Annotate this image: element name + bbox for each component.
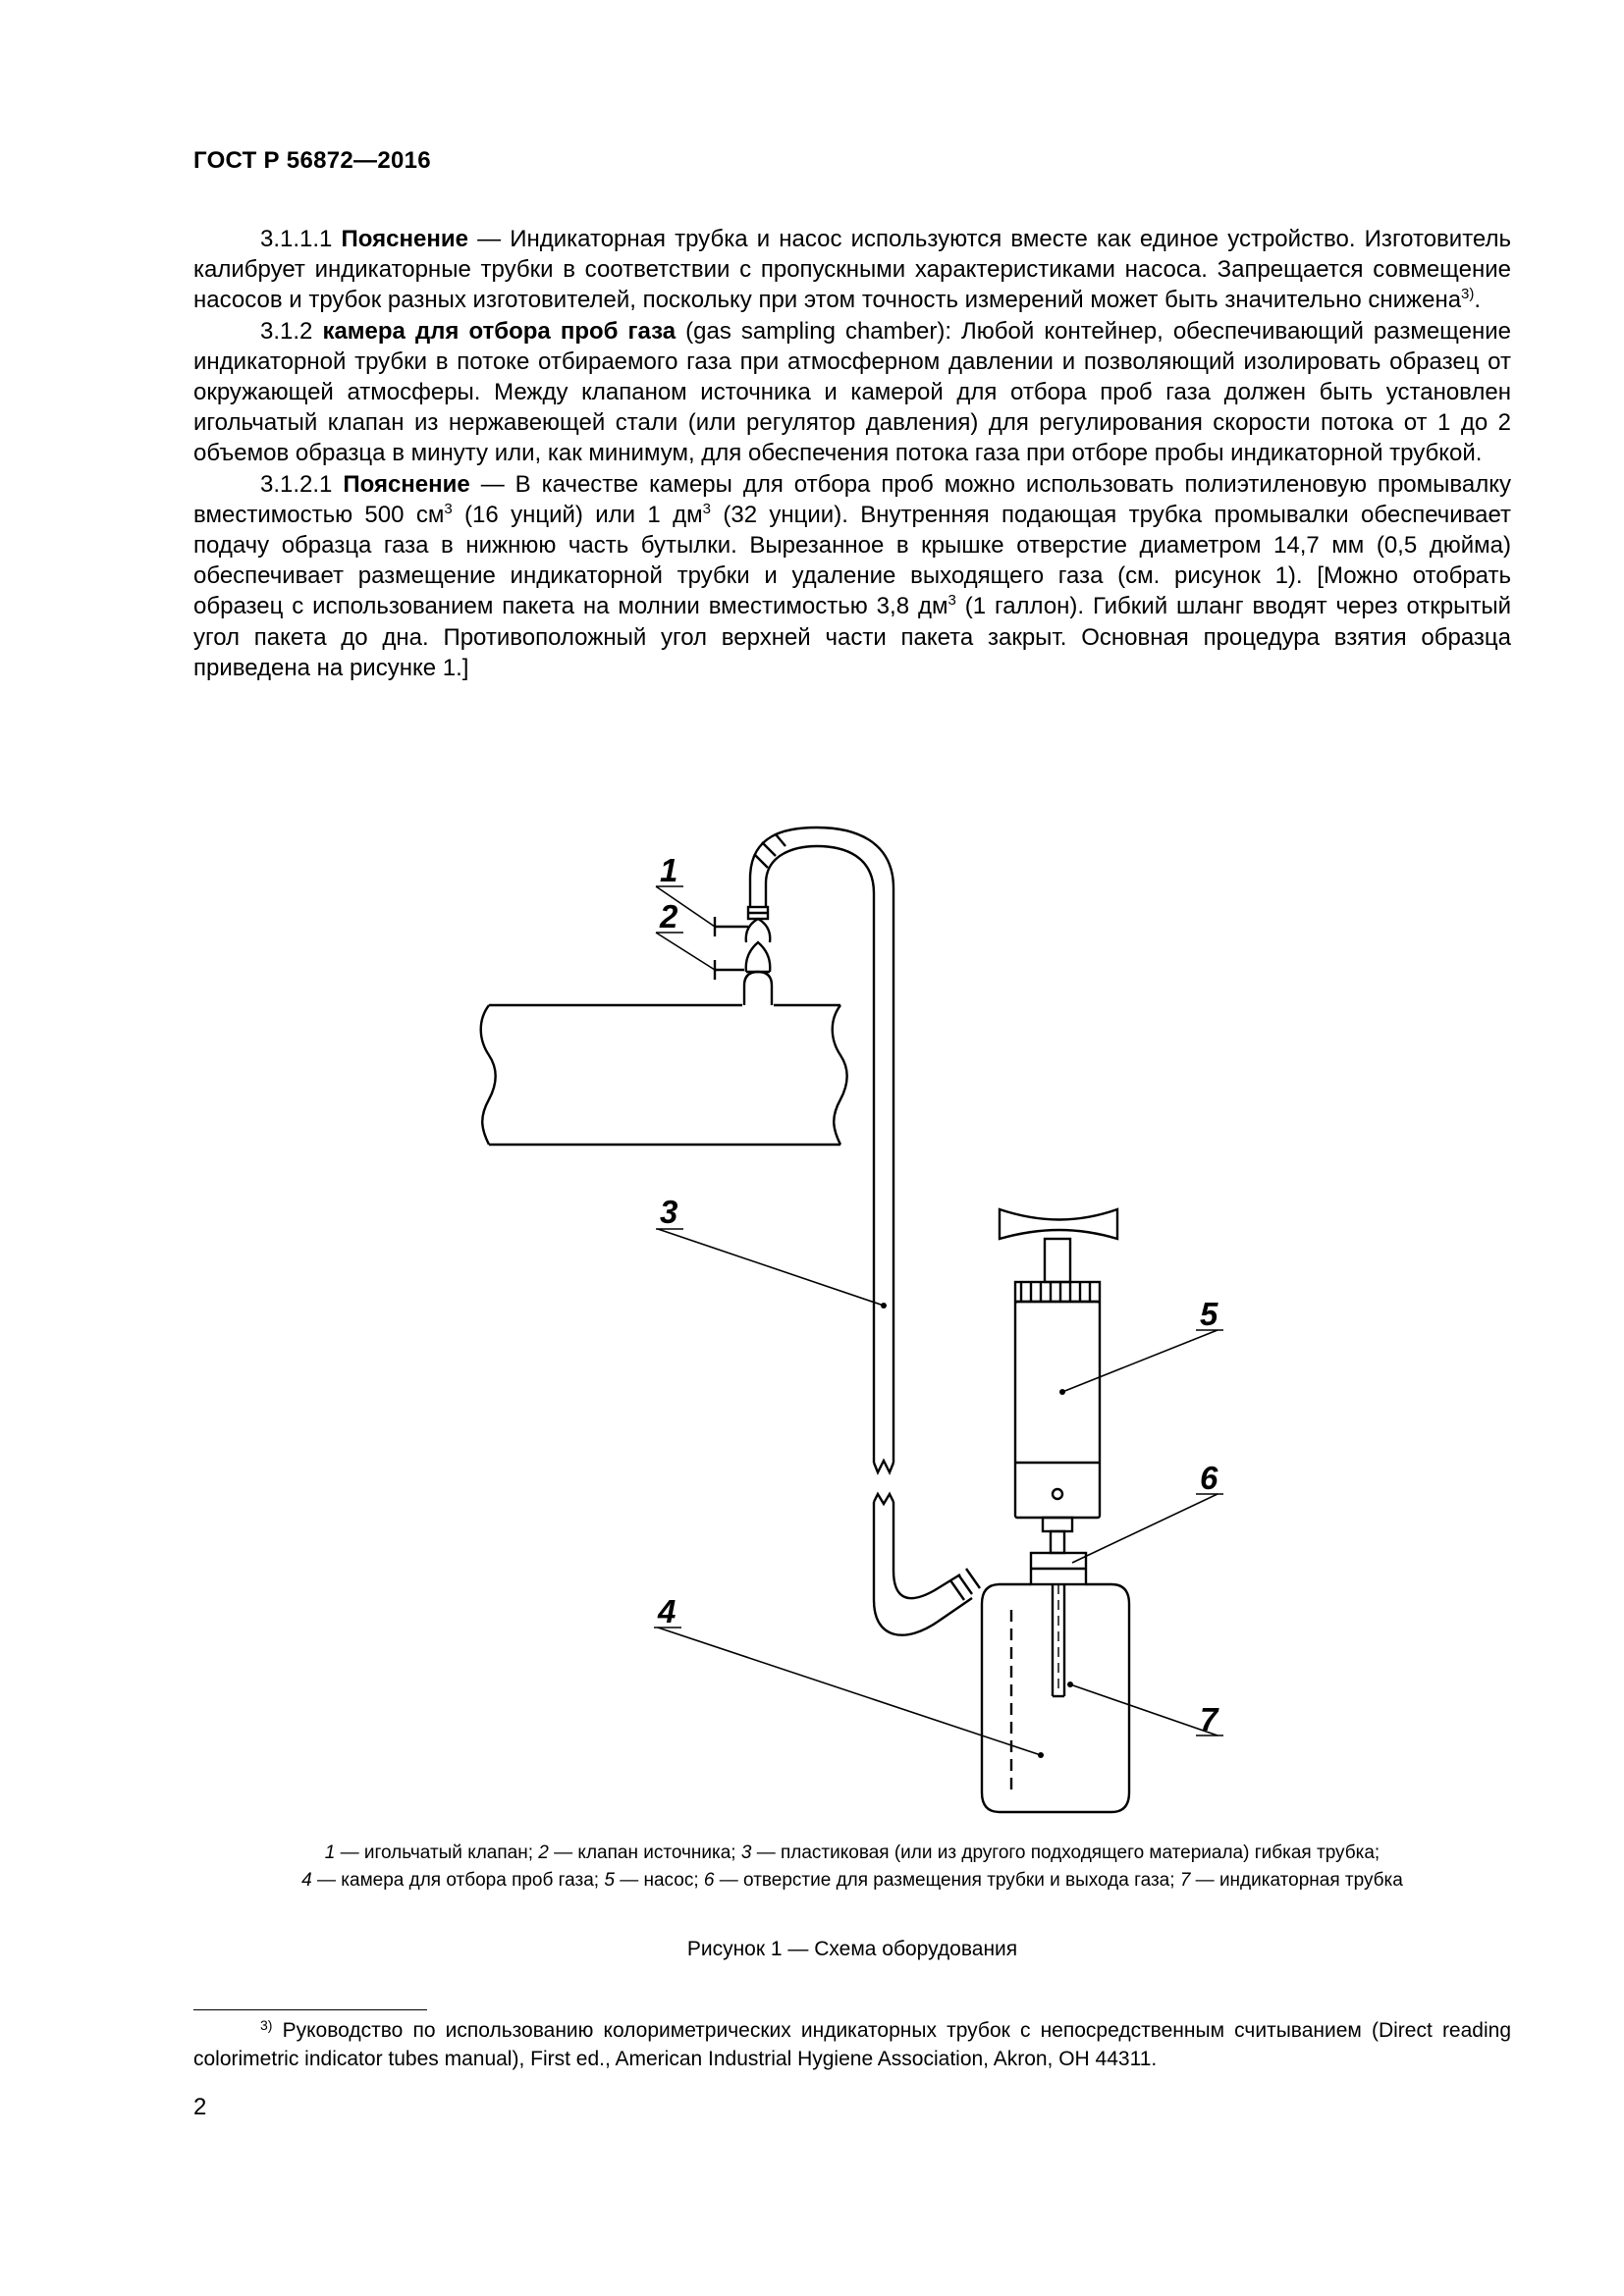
footnote-mark: 3): [260, 2017, 273, 2033]
clause-text: (32 унции). Внутренняя подающая трубка промывалки обеспечивает подачу образца газа в нижнюю часть бутылки. Вырезанное в крышке отверстие диаметром 14,7 мм (0,5 дюйма) обеспечивает размещение индикаторной трубки и удаление выходящего газа (см. рисунок 1). [Можно отобрать образец с использованием пакета на молнии вместимостью 3,8 дм: [193, 501, 1512, 620]
superscript: 3: [444, 500, 453, 517]
footnote-text: Руководство по использованию колориметрических индикаторных трубок с непосредственным считыванием (Direct reading colorimetric indicator tubes manual), First ed., American Industrial Hygiene Association, Akron, OH 44311.: [193, 2019, 1511, 2070]
callout-1: 1: [660, 852, 678, 888]
legend-text: — пластиковая (или из другого подходящего материала) гибкая трубка;: [751, 1842, 1380, 1863]
legend-text: — клапан источника;: [548, 1842, 741, 1863]
legend-key: 2: [538, 1842, 549, 1863]
clause-number: 3.1.2: [260, 317, 313, 345]
clause-term: Пояснение: [341, 226, 468, 252]
legend-line: [193, 1840, 1511, 1867]
legend-key: 6: [703, 1870, 715, 1891]
figure-legend: [193, 1840, 1511, 1895]
legend-text: — камера для отбора проб газа;: [311, 1870, 605, 1891]
footnote: [193, 2016, 1511, 2073]
legend-key: 3: [740, 1842, 752, 1863]
needle-valve: [715, 907, 770, 942]
legend-text: — индикаторная трубка: [1190, 1870, 1403, 1891]
legend-text: — насос;: [614, 1870, 704, 1891]
callout-4: 4: [658, 1593, 677, 1629]
source-pipe: [481, 1005, 847, 1145]
callout-2: 2: [660, 898, 678, 934]
clause-text: — Индикаторная трубка и насос используются вместе как единое устройство. Изготовитель калибрует индикаторные трубки в соответствии с пропускными характеристиками насоса. Запрещается совмещение насосов и трубок разных изготовителей, поскольку при этом точность измерений может быть значительно снижена: [193, 226, 1511, 314]
clause-term: камера для отбора проб газа: [322, 317, 677, 345]
callout-7: 7: [1200, 1701, 1218, 1737]
legend-key: 1: [324, 1842, 336, 1863]
source-valve: [715, 942, 772, 1005]
callout-5: 5: [1200, 1296, 1218, 1332]
callout-3: 3: [660, 1194, 678, 1230]
leader-lines: [656, 886, 1218, 1755]
pump: [1000, 1209, 1117, 1553]
legend-line: [193, 1867, 1511, 1895]
figure-caption: Рисунок 1 — Схема оборудования: [686, 1938, 1018, 1960]
footnote-separator: [193, 2009, 427, 2010]
document-header: ГОСТ Р 56872—2016: [193, 147, 431, 174]
callout-6: 6: [1200, 1460, 1218, 1496]
flexible-tube: [750, 828, 980, 1635]
page-number: 2: [193, 2094, 207, 2120]
superscript: 3: [702, 500, 711, 517]
sampling-chamber: [982, 1553, 1129, 1812]
superscript: 3: [947, 592, 956, 610]
clause-text: — В качестве камеры для отбора проб можно использовать полиэтиленовую промывалку вместимостью 500 см: [193, 470, 1511, 528]
legend-key: 5: [604, 1870, 615, 1891]
legend-text: — отверстие для размещения трубки и выхода газа;: [714, 1870, 1180, 1891]
clause-text: (16 унций) или 1 дм: [452, 501, 703, 528]
clause-number: 3.1.1.1: [260, 226, 333, 252]
footnote-ref: 3): [1461, 286, 1475, 303]
legend-key: 4: [301, 1870, 312, 1891]
legend-text: — игольчатый клапан;: [335, 1842, 539, 1863]
clause-text: (1 галлон). Гибкий шланг вводят через открытый угол пакета до дна. Противоположный угол верхней части пакета закрыт. Основная процедура взятия образца приведена на рисунке 1.]: [193, 593, 1511, 681]
clause-end: .: [1474, 287, 1482, 314]
clause-number: 3.1.2.1: [260, 470, 333, 498]
clause-text: (gas sampling chamber): Любой контейнер, обеспечивающий размещение индикаторной трубки в потоке отбираемого газа при атмосферном давлении и позволяющий изолировать образец от окружающей атмосферы. Между клапаном источника и камерой для отбора проб газа должен быть установлен игольчатый клапан из нержавеющей стали (или регулятор давления) для регулирования скорости потока от 1 до 2 объемов образца в минуту или, как минимум, для обеспечения потока газа при отборе пробы индикаторной трубкой.: [193, 317, 1512, 467]
legend-key: 7: [1179, 1870, 1191, 1891]
clause-term: Пояснение: [343, 470, 470, 498]
callout-underlines: [654, 886, 1223, 1735]
